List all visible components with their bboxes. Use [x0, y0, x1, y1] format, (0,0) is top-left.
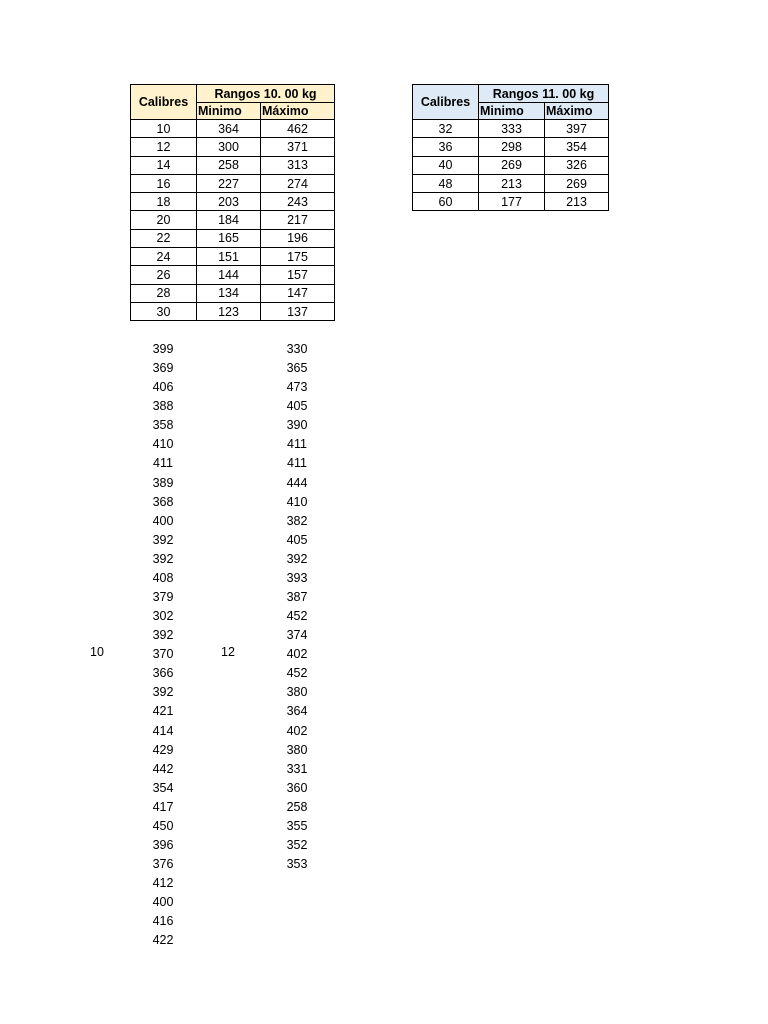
- list-item[interactable]: 429: [152, 742, 174, 757]
- list-item[interactable]: 387: [286, 590, 308, 605]
- list-item[interactable]: 410: [286, 494, 308, 509]
- list-item[interactable]: 368: [152, 494, 174, 509]
- list-item[interactable]: 392: [286, 551, 308, 566]
- calibre-cell[interactable]: 18: [131, 193, 197, 211]
- min-cell[interactable]: 258: [197, 156, 261, 174]
- table-row: [131, 302, 335, 320]
- list-item[interactable]: 360: [286, 780, 308, 795]
- list-item[interactable]: 389: [152, 475, 174, 490]
- rangos-header: Rangos 11. 00 kg: [479, 85, 609, 103]
- list-item[interactable]: 400: [152, 895, 174, 910]
- list-item[interactable]: 364: [286, 704, 308, 719]
- list-item[interactable]: 379: [152, 590, 174, 605]
- calibres-header: Calibres: [413, 85, 479, 120]
- list-item[interactable]: 402: [286, 647, 308, 662]
- group-10-values: [143, 340, 183, 951]
- max-cell[interactable]: 397: [545, 120, 609, 138]
- calibre-cell[interactable]: 30: [131, 302, 197, 320]
- group-12-label[interactable]: 12: [221, 645, 235, 659]
- table-row: [131, 174, 335, 192]
- min-cell[interactable]: 333: [479, 120, 545, 138]
- calibre-cell[interactable]: 60: [413, 193, 479, 211]
- table-row: [413, 138, 609, 156]
- table-row: [131, 138, 335, 156]
- table-row: [413, 174, 609, 192]
- list-item[interactable]: 392: [152, 532, 174, 547]
- list-item[interactable]: 405: [286, 532, 308, 547]
- list-item[interactable]: 400: [152, 513, 174, 528]
- min-cell[interactable]: 165: [197, 229, 261, 247]
- min-cell[interactable]: 177: [479, 193, 545, 211]
- calibre-cell[interactable]: 20: [131, 211, 197, 229]
- min-cell[interactable]: 300: [197, 138, 261, 156]
- list-item[interactable]: 388: [152, 399, 174, 414]
- list-item[interactable]: 382: [286, 513, 308, 528]
- list-item[interactable]: 353: [286, 857, 308, 872]
- list-item[interactable]: 392: [152, 551, 174, 566]
- list-item[interactable]: 421: [152, 704, 174, 719]
- list-item[interactable]: 399: [152, 342, 174, 356]
- group-12-values: [277, 340, 317, 874]
- max-cell[interactable]: 196: [261, 229, 335, 247]
- list-item[interactable]: 380: [286, 685, 308, 700]
- list-item[interactable]: 411: [153, 456, 173, 471]
- list-item[interactable]: 417: [152, 799, 174, 814]
- max-cell[interactable]: 217: [261, 211, 335, 229]
- table-row: [131, 193, 335, 211]
- list-item[interactable]: 365: [286, 361, 308, 376]
- max-cell[interactable]: 462: [261, 120, 335, 138]
- table-row: [413, 193, 609, 211]
- list-item[interactable]: 392: [152, 685, 174, 700]
- list-item[interactable]: 370: [152, 647, 174, 662]
- min-cell[interactable]: 184: [197, 211, 261, 229]
- list-item[interactable]: 358: [152, 418, 174, 433]
- list-item[interactable]: 444: [286, 475, 308, 490]
- maximo-header: Máximo: [261, 103, 335, 120]
- table-row: [131, 284, 335, 302]
- calibre-cell[interactable]: 32: [413, 120, 479, 138]
- list-item[interactable]: 422: [152, 933, 174, 948]
- list-item[interactable]: 402: [286, 723, 308, 738]
- group-10-label[interactable]: 10: [90, 645, 104, 659]
- min-cell[interactable]: 151: [197, 248, 261, 266]
- list-item[interactable]: 450: [152, 818, 174, 833]
- min-cell[interactable]: 269: [479, 156, 545, 174]
- max-cell[interactable]: 269: [545, 174, 609, 192]
- table-row: [131, 266, 335, 284]
- max-cell[interactable]: 326: [545, 156, 609, 174]
- min-cell[interactable]: 213: [479, 174, 545, 192]
- min-cell[interactable]: 364: [197, 120, 261, 138]
- list-item[interactable]: 414: [152, 723, 174, 738]
- max-cell[interactable]: 157: [261, 266, 335, 284]
- calibre-cell[interactable]: 22: [131, 229, 197, 247]
- list-item[interactable]: 473: [286, 380, 308, 395]
- max-cell[interactable]: 274: [261, 174, 335, 192]
- list-item[interactable]: 405: [286, 399, 308, 414]
- min-cell[interactable]: 298: [479, 138, 545, 156]
- minimo-header: Minimo: [479, 103, 545, 120]
- max-cell[interactable]: 371: [261, 138, 335, 156]
- list-item[interactable]: 452: [286, 609, 308, 624]
- max-cell[interactable]: 213: [545, 193, 609, 211]
- list-item[interactable]: 393: [286, 570, 308, 585]
- table-row: [413, 120, 609, 138]
- list-item[interactable]: 390: [286, 418, 308, 433]
- list-item[interactable]: 406: [152, 380, 174, 395]
- list-item[interactable]: 355: [286, 818, 308, 833]
- calibre-cell[interactable]: 24: [131, 248, 197, 266]
- table-row: [413, 156, 609, 174]
- list-item[interactable]: 376: [152, 857, 174, 872]
- ranges-10kg-table: [130, 84, 335, 321]
- min-cell[interactable]: 134: [197, 284, 261, 302]
- list-item[interactable]: 452: [286, 666, 308, 681]
- maximo-header: Máximo: [545, 103, 609, 120]
- ranges-11kg-table: [412, 84, 609, 211]
- max-cell[interactable]: 354: [545, 138, 609, 156]
- list-item[interactable]: 354: [152, 780, 174, 795]
- calibre-cell[interactable]: 10: [131, 120, 197, 138]
- list-item[interactable]: 416: [152, 914, 174, 929]
- list-item[interactable]: 411: [287, 437, 307, 452]
- calibres-header: Calibres: [131, 85, 197, 120]
- list-item[interactable]: 410: [152, 437, 174, 452]
- calibre-cell[interactable]: 14: [131, 156, 197, 174]
- calibre-cell[interactable]: 48: [413, 174, 479, 192]
- minimo-header: Minimo: [197, 103, 261, 120]
- table-row: [131, 248, 335, 266]
- max-cell[interactable]: 313: [261, 156, 335, 174]
- list-item[interactable]: 258: [286, 799, 308, 814]
- max-cell[interactable]: 175: [261, 248, 335, 266]
- list-item[interactable]: 408: [152, 570, 174, 585]
- calibre-cell[interactable]: 40: [413, 156, 479, 174]
- calibre-cell[interactable]: 28: [131, 284, 197, 302]
- calibre-cell[interactable]: 16: [131, 174, 197, 192]
- table-row: [131, 156, 335, 174]
- list-item[interactable]: 374: [286, 628, 308, 643]
- table-row: [131, 229, 335, 247]
- table-row: [131, 120, 335, 138]
- rangos-header: Rangos 10. 00 kg: [197, 85, 335, 103]
- table-row: [131, 211, 335, 229]
- calibre-cell[interactable]: 26: [131, 266, 197, 284]
- list-item[interactable]: 396: [152, 838, 174, 853]
- list-item[interactable]: 330: [286, 342, 308, 356]
- min-cell[interactable]: 203: [197, 193, 261, 211]
- list-item[interactable]: 331: [286, 761, 308, 776]
- list-item[interactable]: 411: [287, 456, 307, 471]
- calibre-cell[interactable]: 12: [131, 138, 197, 156]
- list-item[interactable]: 392: [152, 628, 174, 643]
- list-item[interactable]: 366: [152, 666, 174, 681]
- list-item[interactable]: 302: [152, 609, 174, 624]
- min-cell[interactable]: 227: [197, 174, 261, 192]
- max-cell[interactable]: 147: [261, 284, 335, 302]
- list-item[interactable]: 352: [286, 838, 308, 853]
- max-cell[interactable]: 137: [261, 302, 335, 320]
- list-item[interactable]: 412: [152, 876, 174, 891]
- calibre-cell[interactable]: 36: [413, 138, 479, 156]
- list-item[interactable]: 442: [152, 761, 174, 776]
- min-cell[interactable]: 144: [197, 266, 261, 284]
- min-cell[interactable]: 123: [197, 302, 261, 320]
- max-cell[interactable]: 243: [261, 193, 335, 211]
- list-item[interactable]: 369: [152, 361, 174, 376]
- list-item[interactable]: 380: [286, 742, 308, 757]
